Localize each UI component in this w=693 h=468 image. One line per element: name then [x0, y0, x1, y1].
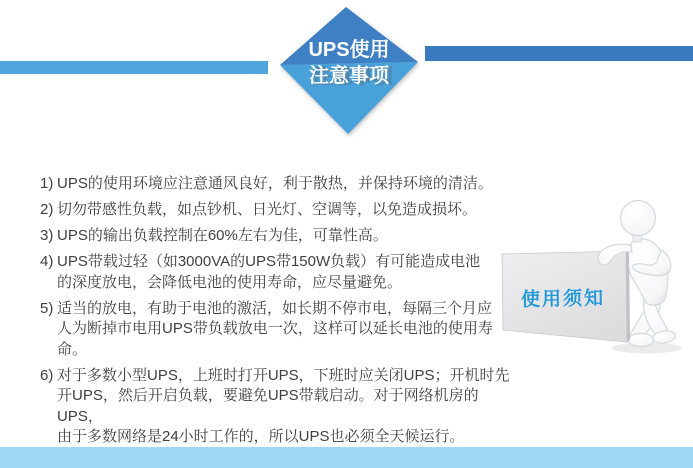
list-item — [40, 366, 510, 448]
title-diamond — [278, 5, 420, 137]
item-text: UPS带载过轻（如3000VA的UPS带150W负载）有可能造成电池 的深度放电，会降低电池的使用寿命，应尽量避免。 — [57, 253, 481, 291]
list-item — [40, 174, 510, 195]
item-text: 适当的放电，有助于电池的激活，如长期不停市电，每隔三个月应 人为断掉市电用UPS带负载放电一次，这样可以延长电池的使用寿命。 — [57, 299, 493, 358]
item-number: 4) — [40, 253, 54, 270]
item-number: 2) — [40, 201, 54, 218]
list-item — [40, 252, 510, 293]
item-number: 1) — [40, 175, 54, 192]
item-text: UPS的使用环境应注意通风良好，利于散热，并保持环境的清洁。 — [57, 175, 493, 192]
notes-list — [40, 174, 510, 468]
figure-head — [621, 201, 656, 236]
footer-bar — [0, 447, 693, 468]
item-text: UPS的输出负载控制在60%左右为佳，可靠性高。 — [57, 227, 388, 244]
item-text: 切勿带感性负载，如点钞机、日光灯、空调等，以免造成损坏。 — [57, 201, 478, 218]
item-number: 3) — [40, 227, 54, 244]
slide-title-line2: 注意事项 — [309, 65, 389, 87]
item-number: 5) — [40, 299, 54, 317]
slide-title-line1: UPS使用 — [308, 39, 390, 61]
list-item — [40, 299, 510, 361]
header-bar-right — [425, 46, 693, 61]
item-text: 对于多数小型UPS，上班时打开UPS，下班时应关闭UPS；开机时先 开UPS，然后开启负载，要避免UPS带载启动。对于网络机房的UPS， 由于多数网络是24小时工作的，所以UPS也必须全天候运行。 — [57, 366, 510, 445]
mascot-figure-illustration — [495, 188, 693, 360]
board-label: 使用须知 — [520, 288, 606, 311]
header-bar-left — [0, 61, 268, 74]
list-item — [40, 200, 510, 221]
item-number: 6) — [40, 366, 54, 384]
list-item — [40, 226, 510, 247]
